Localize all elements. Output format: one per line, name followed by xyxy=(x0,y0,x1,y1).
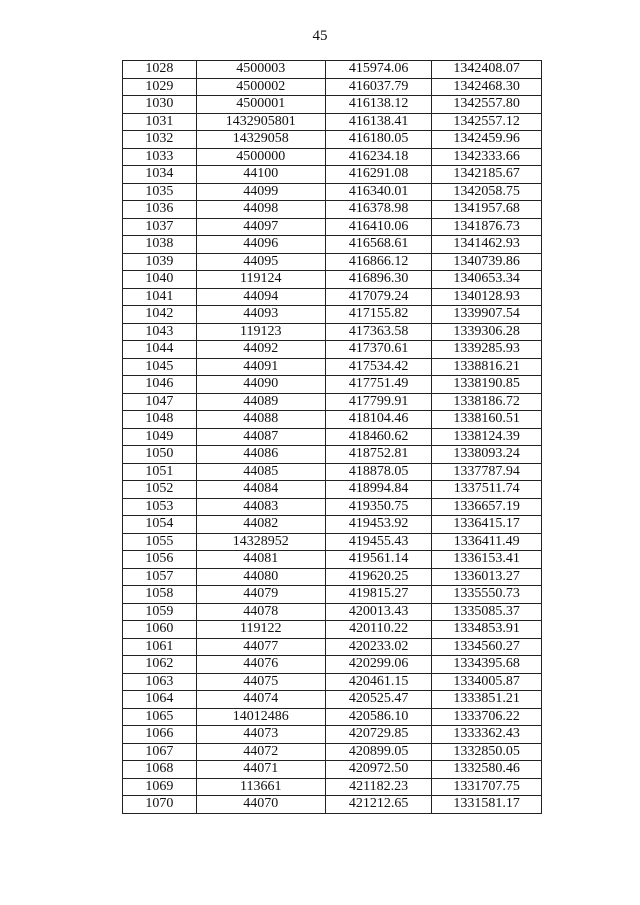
row-number-cell: 1063 xyxy=(123,673,197,691)
row-number-cell: 1033 xyxy=(123,148,197,166)
row-number-cell: 1054 xyxy=(123,516,197,534)
y-coordinate-cell: 1340128.93 xyxy=(432,288,542,306)
table-row xyxy=(123,131,542,149)
row-number-cell: 1070 xyxy=(123,796,197,814)
x-coordinate-cell: 416568.61 xyxy=(325,236,432,254)
x-coordinate-cell: 415974.06 xyxy=(325,61,432,79)
y-coordinate-cell: 1338186.72 xyxy=(432,393,542,411)
x-coordinate-cell: 420299.06 xyxy=(325,656,432,674)
point-id-cell: 44084 xyxy=(196,481,325,499)
y-coordinate-cell: 1334005.87 xyxy=(432,673,542,691)
point-id-cell: 44093 xyxy=(196,306,325,324)
table-row xyxy=(123,691,542,709)
table-row xyxy=(123,113,542,131)
x-coordinate-cell: 421212.65 xyxy=(325,796,432,814)
row-number-cell: 1066 xyxy=(123,726,197,744)
point-id-cell: 4500003 xyxy=(196,61,325,79)
y-coordinate-cell: 1332850.05 xyxy=(432,743,542,761)
table-row xyxy=(123,498,542,516)
point-id-cell: 44086 xyxy=(196,446,325,464)
table-row xyxy=(123,306,542,324)
row-number-cell: 1061 xyxy=(123,638,197,656)
y-coordinate-cell: 1341957.68 xyxy=(432,201,542,219)
y-coordinate-cell: 1342557.12 xyxy=(432,113,542,131)
table-row xyxy=(123,253,542,271)
row-number-cell: 1034 xyxy=(123,166,197,184)
table-row xyxy=(123,796,542,814)
point-id-cell: 44071 xyxy=(196,761,325,779)
y-coordinate-cell: 1342058.75 xyxy=(432,183,542,201)
row-number-cell: 1035 xyxy=(123,183,197,201)
row-number-cell: 1052 xyxy=(123,481,197,499)
table-row xyxy=(123,761,542,779)
y-coordinate-cell: 1337787.94 xyxy=(432,463,542,481)
coordinates-table xyxy=(122,60,542,814)
table-row xyxy=(123,428,542,446)
x-coordinate-cell: 419815.27 xyxy=(325,586,432,604)
point-id-cell: 44079 xyxy=(196,586,325,604)
table-row xyxy=(123,271,542,289)
row-number-cell: 1043 xyxy=(123,323,197,341)
row-number-cell: 1048 xyxy=(123,411,197,429)
table-row xyxy=(123,236,542,254)
y-coordinate-cell: 1342408.07 xyxy=(432,61,542,79)
y-coordinate-cell: 1334395.68 xyxy=(432,656,542,674)
x-coordinate-cell: 421182.23 xyxy=(325,778,432,796)
y-coordinate-cell: 1338093.24 xyxy=(432,446,542,464)
point-id-cell: 44096 xyxy=(196,236,325,254)
row-number-cell: 1050 xyxy=(123,446,197,464)
y-coordinate-cell: 1333851.21 xyxy=(432,691,542,709)
point-id-cell: 44091 xyxy=(196,358,325,376)
row-number-cell: 1038 xyxy=(123,236,197,254)
y-coordinate-cell: 1340653.34 xyxy=(432,271,542,289)
y-coordinate-cell: 1336415.17 xyxy=(432,516,542,534)
x-coordinate-cell: 416138.12 xyxy=(325,96,432,114)
x-coordinate-cell: 419453.92 xyxy=(325,516,432,534)
row-number-cell: 1029 xyxy=(123,78,197,96)
point-id-cell: 44070 xyxy=(196,796,325,814)
point-id-cell: 44097 xyxy=(196,218,325,236)
x-coordinate-cell: 417370.61 xyxy=(325,341,432,359)
x-coordinate-cell: 417751.49 xyxy=(325,376,432,394)
row-number-cell: 1031 xyxy=(123,113,197,131)
row-number-cell: 1049 xyxy=(123,428,197,446)
x-coordinate-cell: 416291.08 xyxy=(325,166,432,184)
y-coordinate-cell: 1342185.67 xyxy=(432,166,542,184)
y-coordinate-cell: 1342459.96 xyxy=(432,131,542,149)
point-id-cell: 44080 xyxy=(196,568,325,586)
y-coordinate-cell: 1340739.86 xyxy=(432,253,542,271)
table-row xyxy=(123,516,542,534)
row-number-cell: 1040 xyxy=(123,271,197,289)
row-number-cell: 1046 xyxy=(123,376,197,394)
x-coordinate-cell: 418878.05 xyxy=(325,463,432,481)
y-coordinate-cell: 1342468.30 xyxy=(432,78,542,96)
point-id-cell: 44072 xyxy=(196,743,325,761)
row-number-cell: 1051 xyxy=(123,463,197,481)
x-coordinate-cell: 419620.25 xyxy=(325,568,432,586)
x-coordinate-cell: 416037.79 xyxy=(325,78,432,96)
x-coordinate-cell: 416340.01 xyxy=(325,183,432,201)
row-number-cell: 1045 xyxy=(123,358,197,376)
y-coordinate-cell: 1338190.85 xyxy=(432,376,542,394)
row-number-cell: 1057 xyxy=(123,568,197,586)
point-id-cell: 44076 xyxy=(196,656,325,674)
point-id-cell: 44081 xyxy=(196,551,325,569)
point-id-cell: 1432905801 xyxy=(196,113,325,131)
y-coordinate-cell: 1331581.17 xyxy=(432,796,542,814)
point-id-cell: 44092 xyxy=(196,341,325,359)
page-number: 45 xyxy=(312,28,328,44)
y-coordinate-cell: 1341462.93 xyxy=(432,236,542,254)
point-id-cell: 44090 xyxy=(196,376,325,394)
y-coordinate-cell: 1342333.66 xyxy=(432,148,542,166)
table-row xyxy=(123,166,542,184)
point-id-cell: 44073 xyxy=(196,726,325,744)
x-coordinate-cell: 419561.14 xyxy=(325,551,432,569)
y-coordinate-cell: 1331707.75 xyxy=(432,778,542,796)
x-coordinate-cell: 416180.05 xyxy=(325,131,432,149)
point-id-cell: 44075 xyxy=(196,673,325,691)
x-coordinate-cell: 420110.22 xyxy=(325,621,432,639)
x-coordinate-cell: 416378.98 xyxy=(325,201,432,219)
y-coordinate-cell: 1335085.37 xyxy=(432,603,542,621)
point-id-cell: 44087 xyxy=(196,428,325,446)
row-number-cell: 1037 xyxy=(123,218,197,236)
point-id-cell: 113661 xyxy=(196,778,325,796)
row-number-cell: 1062 xyxy=(123,656,197,674)
x-coordinate-cell: 416410.06 xyxy=(325,218,432,236)
x-coordinate-cell: 420013.43 xyxy=(325,603,432,621)
row-number-cell: 1039 xyxy=(123,253,197,271)
table-row xyxy=(123,551,542,569)
row-number-cell: 1065 xyxy=(123,708,197,726)
x-coordinate-cell: 417363.58 xyxy=(325,323,432,341)
row-number-cell: 1067 xyxy=(123,743,197,761)
x-coordinate-cell: 420586.10 xyxy=(325,708,432,726)
row-number-cell: 1028 xyxy=(123,61,197,79)
x-coordinate-cell: 420461.15 xyxy=(325,673,432,691)
y-coordinate-cell: 1333362.43 xyxy=(432,726,542,744)
x-coordinate-cell: 418104.46 xyxy=(325,411,432,429)
point-id-cell: 119122 xyxy=(196,621,325,639)
table-row xyxy=(123,446,542,464)
table-row xyxy=(123,463,542,481)
point-id-cell: 14329058 xyxy=(196,131,325,149)
table-row xyxy=(123,341,542,359)
y-coordinate-cell: 1334560.27 xyxy=(432,638,542,656)
table-row xyxy=(123,218,542,236)
row-number-cell: 1044 xyxy=(123,341,197,359)
y-coordinate-cell: 1338124.39 xyxy=(432,428,542,446)
y-coordinate-cell: 1336013.27 xyxy=(432,568,542,586)
x-coordinate-cell: 416896.30 xyxy=(325,271,432,289)
table-row xyxy=(123,673,542,691)
x-coordinate-cell: 418460.62 xyxy=(325,428,432,446)
y-coordinate-cell: 1341876.73 xyxy=(432,218,542,236)
row-number-cell: 1032 xyxy=(123,131,197,149)
y-coordinate-cell: 1338160.51 xyxy=(432,411,542,429)
x-coordinate-cell: 418994.84 xyxy=(325,481,432,499)
point-id-cell: 44098 xyxy=(196,201,325,219)
point-id-cell: 14012486 xyxy=(196,708,325,726)
row-number-cell: 1059 xyxy=(123,603,197,621)
point-id-cell: 44085 xyxy=(196,463,325,481)
x-coordinate-cell: 420233.02 xyxy=(325,638,432,656)
point-id-cell: 44083 xyxy=(196,498,325,516)
row-number-cell: 1047 xyxy=(123,393,197,411)
y-coordinate-cell: 1339285.93 xyxy=(432,341,542,359)
table-row xyxy=(123,393,542,411)
table-row xyxy=(123,288,542,306)
row-number-cell: 1053 xyxy=(123,498,197,516)
table-row xyxy=(123,568,542,586)
row-number-cell: 1030 xyxy=(123,96,197,114)
table-row xyxy=(123,411,542,429)
table-row xyxy=(123,358,542,376)
point-id-cell: 4500002 xyxy=(196,78,325,96)
table-row xyxy=(123,586,542,604)
point-id-cell: 44094 xyxy=(196,288,325,306)
x-coordinate-cell: 420972.50 xyxy=(325,761,432,779)
table-row xyxy=(123,183,542,201)
table-row xyxy=(123,96,542,114)
row-number-cell: 1041 xyxy=(123,288,197,306)
point-id-cell: 44077 xyxy=(196,638,325,656)
x-coordinate-cell: 417534.42 xyxy=(325,358,432,376)
table-row xyxy=(123,78,542,96)
point-id-cell: 44089 xyxy=(196,393,325,411)
point-id-cell: 14328952 xyxy=(196,533,325,551)
table-row xyxy=(123,481,542,499)
table-row xyxy=(123,201,542,219)
row-number-cell: 1056 xyxy=(123,551,197,569)
row-number-cell: 1058 xyxy=(123,586,197,604)
point-id-cell: 44099 xyxy=(196,183,325,201)
row-number-cell: 1069 xyxy=(123,778,197,796)
coordinates-table-body xyxy=(123,61,542,814)
table-row xyxy=(123,743,542,761)
x-coordinate-cell: 417799.91 xyxy=(325,393,432,411)
x-coordinate-cell: 416866.12 xyxy=(325,253,432,271)
x-coordinate-cell: 418752.81 xyxy=(325,446,432,464)
x-coordinate-cell: 419455.43 xyxy=(325,533,432,551)
point-id-cell: 44095 xyxy=(196,253,325,271)
table-row xyxy=(123,778,542,796)
point-id-cell: 119124 xyxy=(196,271,325,289)
y-coordinate-cell: 1339306.28 xyxy=(432,323,542,341)
x-coordinate-cell: 416234.18 xyxy=(325,148,432,166)
table-row xyxy=(123,621,542,639)
row-number-cell: 1068 xyxy=(123,761,197,779)
x-coordinate-cell: 419350.75 xyxy=(325,498,432,516)
point-id-cell: 4500000 xyxy=(196,148,325,166)
point-id-cell: 4500001 xyxy=(196,96,325,114)
point-id-cell: 44074 xyxy=(196,691,325,709)
table-row xyxy=(123,323,542,341)
table-row xyxy=(123,726,542,744)
x-coordinate-cell: 417079.24 xyxy=(325,288,432,306)
table-row xyxy=(123,603,542,621)
y-coordinate-cell: 1339907.54 xyxy=(432,306,542,324)
y-coordinate-cell: 1332580.46 xyxy=(432,761,542,779)
x-coordinate-cell: 420729.85 xyxy=(325,726,432,744)
table-row xyxy=(123,708,542,726)
point-id-cell: 44088 xyxy=(196,411,325,429)
table-row xyxy=(123,638,542,656)
row-number-cell: 1036 xyxy=(123,201,197,219)
y-coordinate-cell: 1337511.74 xyxy=(432,481,542,499)
row-number-cell: 1064 xyxy=(123,691,197,709)
row-number-cell: 1055 xyxy=(123,533,197,551)
y-coordinate-cell: 1338816.21 xyxy=(432,358,542,376)
x-coordinate-cell: 416138.41 xyxy=(325,113,432,131)
y-coordinate-cell: 1342557.80 xyxy=(432,96,542,114)
y-coordinate-cell: 1334853.91 xyxy=(432,621,542,639)
table-row xyxy=(123,148,542,166)
y-coordinate-cell: 1335550.73 xyxy=(432,586,542,604)
y-coordinate-cell: 1336153.41 xyxy=(432,551,542,569)
y-coordinate-cell: 1336657.19 xyxy=(432,498,542,516)
table-row xyxy=(123,61,542,79)
x-coordinate-cell: 420899.05 xyxy=(325,743,432,761)
table-row xyxy=(123,533,542,551)
point-id-cell: 44082 xyxy=(196,516,325,534)
y-coordinate-cell: 1336411.49 xyxy=(432,533,542,551)
row-number-cell: 1042 xyxy=(123,306,197,324)
y-coordinate-cell: 1333706.22 xyxy=(432,708,542,726)
x-coordinate-cell: 417155.82 xyxy=(325,306,432,324)
table-row xyxy=(123,656,542,674)
point-id-cell: 44078 xyxy=(196,603,325,621)
point-id-cell: 119123 xyxy=(196,323,325,341)
point-id-cell: 44100 xyxy=(196,166,325,184)
row-number-cell: 1060 xyxy=(123,621,197,639)
x-coordinate-cell: 420525.47 xyxy=(325,691,432,709)
table-row xyxy=(123,376,542,394)
